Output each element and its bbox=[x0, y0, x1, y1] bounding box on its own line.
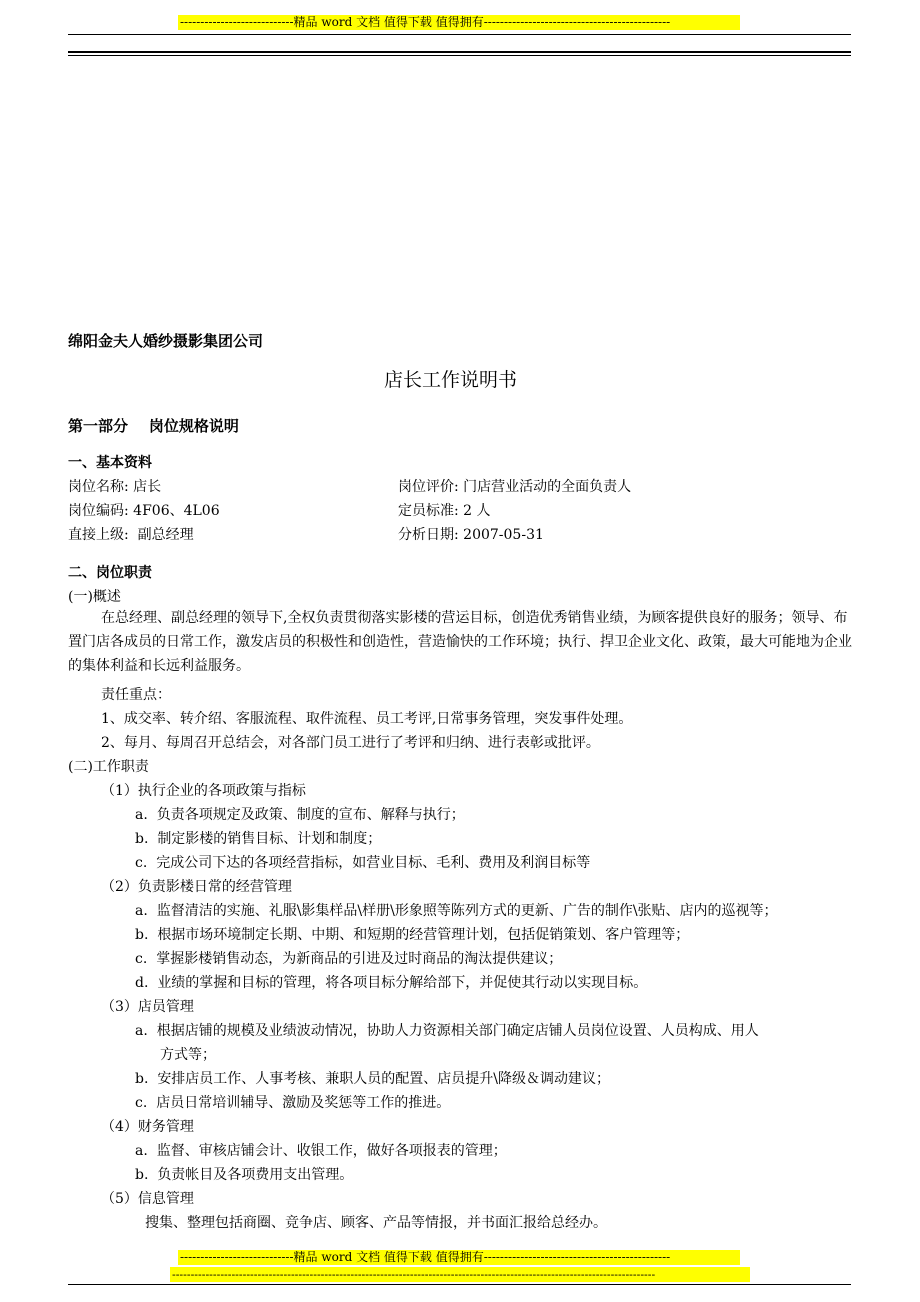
section2-heading: 二、岗位职责 bbox=[68, 565, 152, 581]
duty-item: b. 根据市场环境制定长期、中期、和短期的经营管理计划，包括促销策划、客户管理等； bbox=[135, 927, 690, 943]
duty-item: c. 店员日常培训辅导、激励及奖惩等工作的推进。 bbox=[135, 1095, 451, 1111]
duty-item: a. 根据店铺的规模及业绩波动情况，协助人力资源相关部门确定店铺人员岗位设置、人员构成、用人 bbox=[135, 1023, 759, 1039]
info-post-evaluation: 岗位评价: 门店营业活动的全面负责人 bbox=[398, 479, 632, 495]
info-post-code: 岗位编码: 4F06、4L06 bbox=[68, 503, 220, 519]
header-rule-thick-1 bbox=[68, 51, 851, 53]
footer-dash-line: ---------------------------------------------------------------------------------------------------------------------------------- bbox=[170, 1267, 750, 1282]
section1-heading: 一、基本资料 bbox=[68, 455, 152, 471]
info-staffing: 定员标准: 2 人 bbox=[398, 503, 491, 519]
duty-item-continuation: 方式等； bbox=[160, 1047, 216, 1063]
focus-item: 2、每月、每周召开总结会，对各部门员工进行了考评和归纳、进行表彰或批评。 bbox=[101, 735, 600, 751]
part1-title: 第一部分 岗位规格说明 bbox=[68, 417, 239, 435]
duty-item: a. 负责各项规定及政策、制度的宣布、解释与执行； bbox=[135, 807, 465, 823]
footer-rule bbox=[68, 1284, 851, 1285]
info-analysis-date: 分析日期: 2007-05-31 bbox=[398, 527, 544, 543]
duty-title: （4）财务管理 bbox=[101, 1119, 194, 1135]
info-post-name: 岗位名称: 店长 bbox=[68, 479, 162, 495]
duty-item: b. 制定影楼的销售目标、计划和制度； bbox=[135, 831, 382, 847]
duty-title: （5）信息管理 bbox=[101, 1191, 194, 1207]
duty-item: a. 监督、审核店铺会计、收银工作，做好各项报表的管理； bbox=[135, 1143, 507, 1159]
overview-label: (一)概述 bbox=[68, 589, 121, 605]
duty-item: b. 安排店员工作、人事考核、兼职人员的配置、店员提升\降级＆调动建议； bbox=[135, 1071, 611, 1087]
duty-title: （3）店员管理 bbox=[101, 999, 194, 1015]
footer-banner: ----------------------------精品 word 文档 值得下载 值得拥有---------------------------------------------- bbox=[178, 1250, 740, 1265]
focus-label: 责任重点： bbox=[101, 687, 171, 703]
header-banner: ----------------------------精品 word 文档 值得下载 值得拥有---------------------------------------------- bbox=[178, 15, 740, 30]
duty-item: 搜集、整理包括商圈、竞争店、顾客、产品等情报，并书面汇报给总经办。 bbox=[145, 1215, 607, 1231]
header-rule-thin bbox=[68, 34, 851, 35]
focus-item: 1、成交率、转介绍、客服流程、取件流程、员工考评,日常事务管理，突发事件处理。 bbox=[101, 711, 633, 727]
duty-item: d. 业绩的掌握和目标的管理，将各项目标分解给部下，并促使其行动以实现目标。 bbox=[135, 975, 648, 991]
duty-title: （1）执行企业的各项政策与指标 bbox=[101, 783, 306, 799]
company-name: 绵阳金夫人婚纱摄影集团公司 bbox=[68, 332, 264, 350]
duties-label: (二)工作职责 bbox=[68, 759, 149, 775]
duty-item: c. 掌握影楼销售动态，为新商品的引进及过时商品的淘汰提供建议； bbox=[135, 951, 563, 967]
duty-item: b. 负责帐目及各项费用支出管理。 bbox=[135, 1167, 354, 1183]
document-title: 店长工作说明书 bbox=[384, 369, 518, 391]
duty-item: c. 完成公司下达的各项经营指标，如营业目标、毛利、费用及利润目标等 bbox=[135, 855, 591, 871]
duty-title: （2）负责影楼日常的经营管理 bbox=[101, 879, 292, 895]
info-superior: 直接上级: 副总经理 bbox=[68, 527, 194, 543]
header-rule-thick-2 bbox=[68, 55, 851, 56]
duty-item: a. 监督清洁的实施、礼服\影集样品\样册\形象照等陈列方式的更新、广告的制作\张贴、店内的巡视等； bbox=[135, 903, 778, 919]
overview-paragraph: 在总经理、副总经理的领导下,全权负责贯彻落实影楼的营运目标，创造优秀销售业绩，为顾客提供良好的服务；领导、布置门店各成员的日常工作，激发店员的积极性和创造性，营造愉快的工作环境；执行、捍卫企业文化、政策，最大可能地为企业的集体利益和长远利益服务。 bbox=[68, 610, 852, 674]
